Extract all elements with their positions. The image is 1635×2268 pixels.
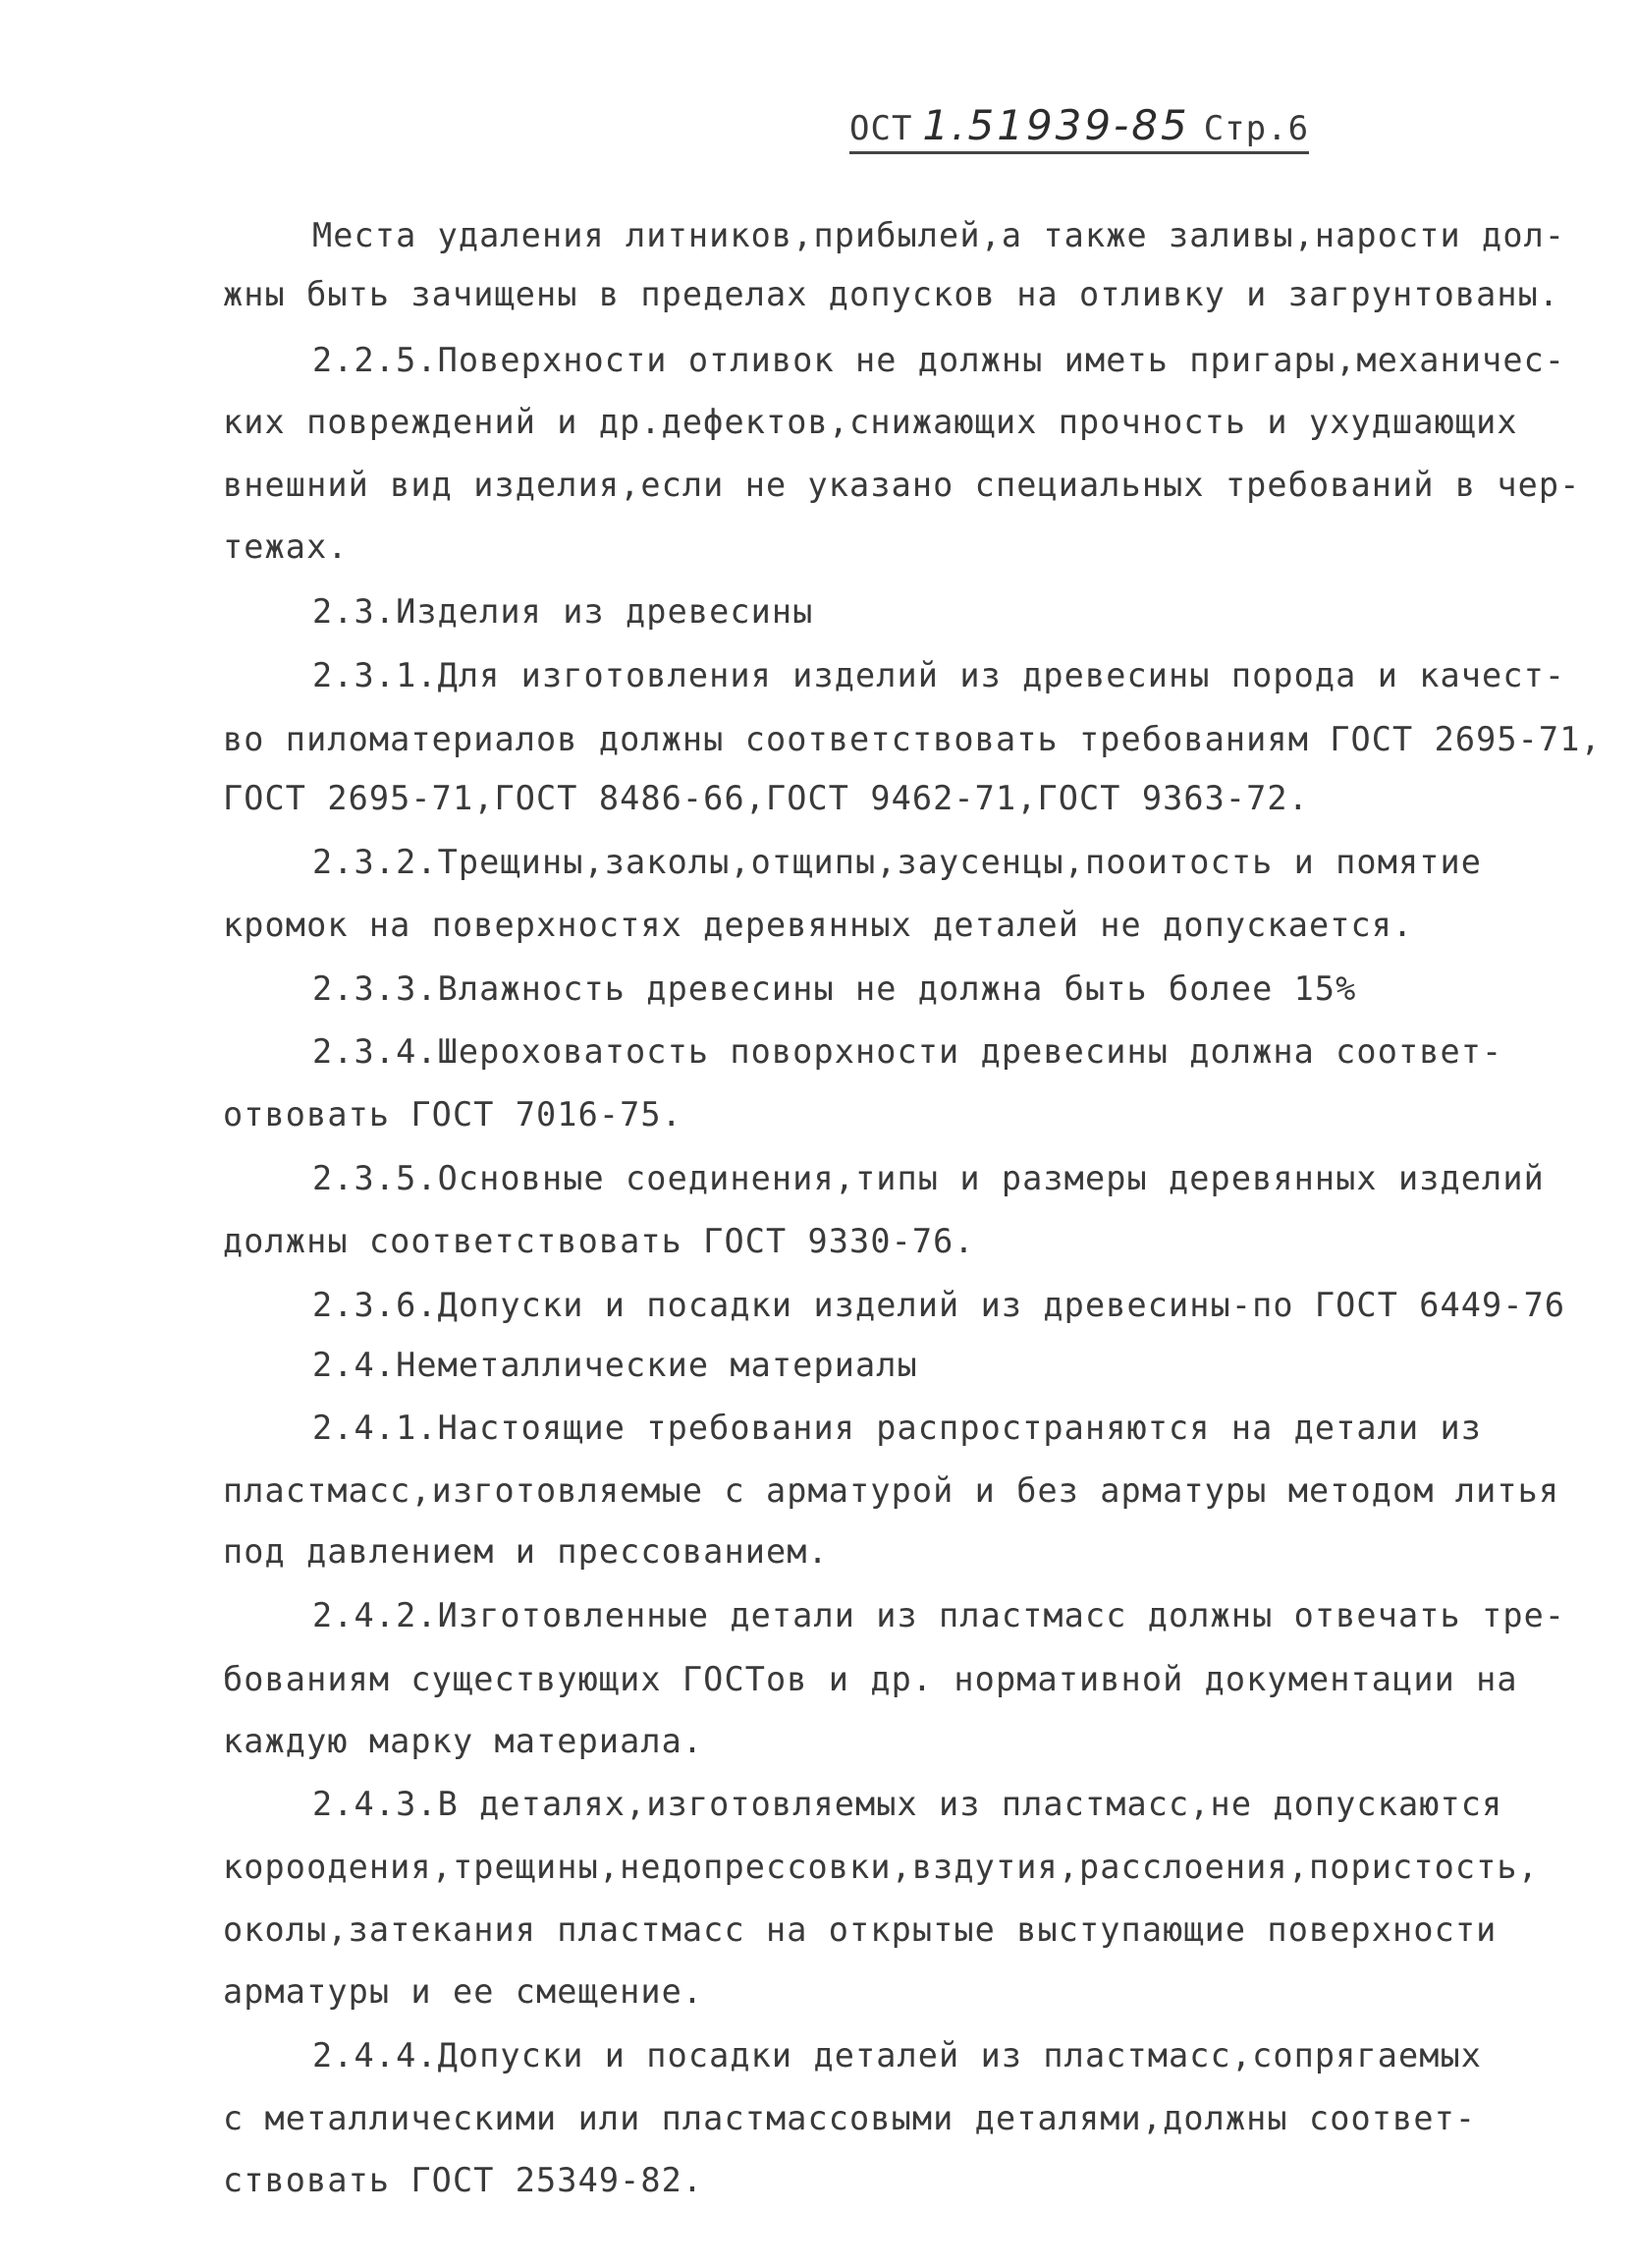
text-line: тежах. bbox=[223, 527, 349, 566]
standard-number: 1.51939-85 bbox=[922, 101, 1190, 149]
text-line: ких повреждений и др.дефектов,снижающих прочность и ухудшающих bbox=[223, 403, 1518, 441]
text-line: 2.3.4.Шероховатость поворхности древесины должна соответ- bbox=[312, 1032, 1503, 1071]
text-line: околы,затекания пластмасс на открытые выступающие поверхности bbox=[223, 1910, 1498, 1949]
standard-prefix: ОСТ bbox=[849, 109, 913, 148]
text-line: пластмасс,изготовляемые с арматурой и без арматуры методом литья bbox=[223, 1471, 1560, 1510]
text-line: бованиям существующих ГОСТов и др. нормативной документации на bbox=[223, 1660, 1518, 1698]
text-line: 2.3.2.Трещины,заколы,отщипы,заусенцы,пооитость и помятие bbox=[312, 843, 1483, 881]
text-line: 2.3.1.Для изготовления изделий из древесины порода и качест- bbox=[312, 656, 1566, 694]
text-line: должны соответствовать ГОСТ 9330-76. bbox=[223, 1222, 975, 1260]
text-line: 2.4.3.В деталях,изготовляемых из пластмасс,не допускаются bbox=[312, 1785, 1503, 1823]
page-header bbox=[849, 101, 1309, 154]
text-line: 2.3.6.Допуски и посадки изделий из древесины-по ГОСТ 6449-76 bbox=[312, 1286, 1566, 1324]
text-line: с металлическими или пластмассовыми деталями,должны соответ- bbox=[223, 2099, 1477, 2137]
text-line: жны быть зачищены в пределах допусков на отливку и загрунтованы. bbox=[223, 275, 1560, 313]
text-line: 2.3.3.Влажность древесины не должна быть более 15% bbox=[312, 969, 1357, 1008]
text-line: арматуры и ее смещение. bbox=[223, 1972, 704, 2011]
text-line: внешний вид изделия,если не указано специальных требований в чер- bbox=[223, 466, 1581, 504]
text-line: во пиломатериалов должны соответствовать требованиям ГОСТ 2695-71, bbox=[223, 720, 1602, 758]
text-line: ствовать ГОСТ 25349-82. bbox=[223, 2161, 704, 2199]
text-line: отвовать ГОСТ 7016-75. bbox=[223, 1095, 682, 1134]
page-number: Стр.6 bbox=[1203, 109, 1310, 148]
text-line: 2.2.5.Поверхности отливок не должны иметь пригары,механичес- bbox=[312, 341, 1566, 379]
text-line: 2.4.1.Настоящие требования распространяются на детали из bbox=[312, 1409, 1483, 1447]
text-line: кромок на поверхностях деревянных деталей не допускается. bbox=[223, 906, 1414, 944]
text-line: каждую марку материала. bbox=[223, 1722, 704, 1760]
section-heading: 2.4.Неметаллические материалы bbox=[312, 1346, 918, 1384]
text-line: 2.4.4.Допуски и посадки деталей из пластмасс,сопрягаемых bbox=[312, 2036, 1483, 2074]
text-line: 2.4.2.Изготовленные детали из пластмасс должны отвечать тре- bbox=[312, 1596, 1566, 1634]
text-line: ГОСТ 2695-71,ГОСТ 8486-66,ГОСТ 9462-71,ГОСТ 9363-72. bbox=[223, 779, 1309, 817]
text-line: под давлением и прессованием. bbox=[223, 1532, 829, 1571]
text-line: Места удаления литников,прибылей,а также заливы,нарости дол- bbox=[312, 216, 1566, 254]
text-line: короодения,трещины,недопрессовки,вздутия,расслоения,пористость, bbox=[223, 1848, 1539, 1886]
text-line: 2.3.5.Основные соединения,типы и размеры деревянных изделий bbox=[312, 1159, 1545, 1197]
section-heading: 2.3.Изделия из древесины bbox=[312, 592, 814, 631]
